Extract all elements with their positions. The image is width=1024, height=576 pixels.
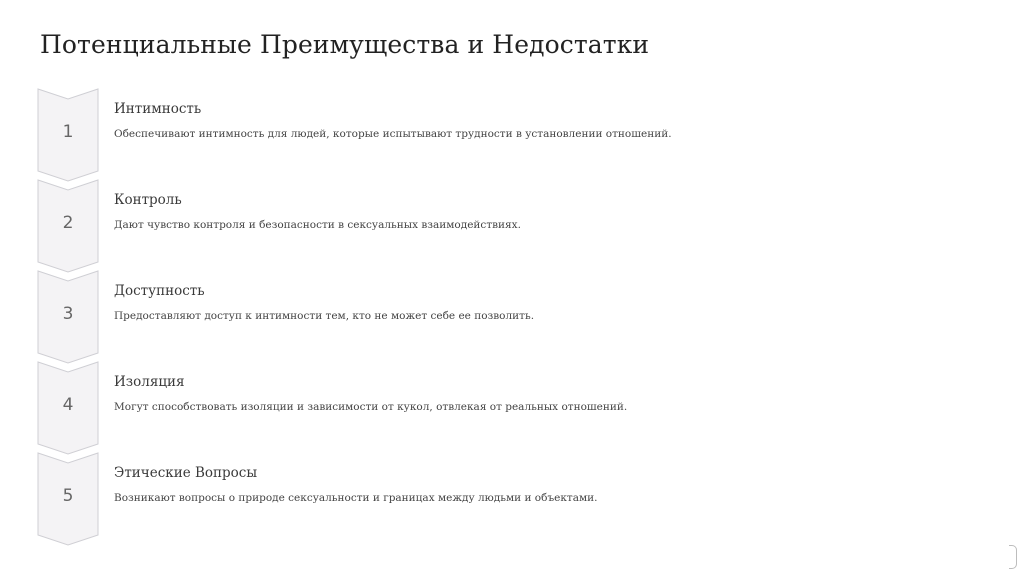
step-1-number: 1 bbox=[62, 122, 74, 142]
step-2-title: Контроль bbox=[114, 192, 182, 208]
step-4-number: 4 bbox=[62, 395, 74, 415]
step-2-description: Дают чувство контроля и безопасности в сексуальных взаимодействиях. bbox=[114, 219, 521, 231]
step-1-description: Обеспечивают интимность для людей, которые испытывают трудности в установлении отношений. bbox=[114, 128, 672, 140]
step-1-title: Интимность bbox=[114, 101, 202, 117]
step-3-title: Доступность bbox=[114, 283, 205, 299]
page-title: Потенциальные Преимущества и Недостатки bbox=[40, 30, 650, 59]
step-3-description: Предоставляют доступ к интимности тем, кто не может себе ее позволить. bbox=[114, 310, 535, 322]
step-5-title: Этические Вопросы bbox=[114, 465, 258, 481]
step-4-description: Могут способствовать изоляции и зависимости от кукол, отвлекая от реальных отношений. bbox=[114, 401, 628, 413]
step-5-description: Возникают вопросы о природе сексуальности и границах между людьми и объектами. bbox=[114, 492, 598, 504]
step-2-number: 2 bbox=[62, 213, 74, 233]
step-3-number: 3 bbox=[62, 304, 74, 324]
step-5-number: 5 bbox=[62, 486, 74, 506]
step-4-title: Изоляция bbox=[114, 374, 185, 390]
corner-bracket-icon bbox=[1009, 545, 1017, 569]
